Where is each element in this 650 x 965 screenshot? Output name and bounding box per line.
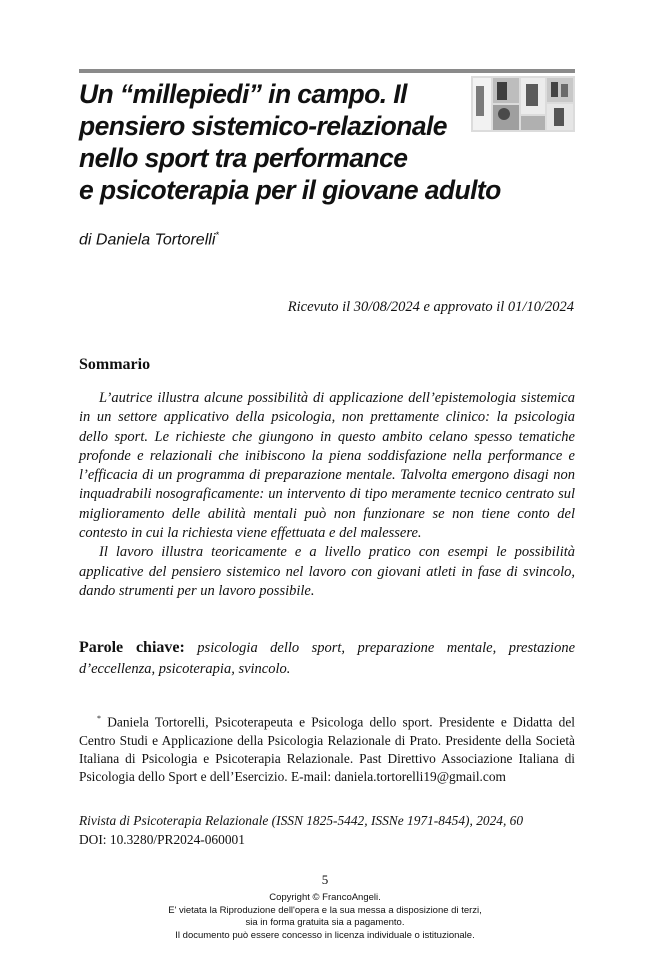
title-line: e psicoterapia per il giovane adulto	[79, 175, 501, 205]
article-title	[79, 78, 501, 206]
abstract-body	[79, 389, 575, 601]
keywords	[79, 637, 575, 680]
photo-collage-image	[471, 76, 575, 132]
footnote-mark: *	[97, 714, 101, 723]
title-line: nello sport tra performance	[79, 143, 408, 173]
header-photo-collage	[471, 76, 575, 132]
copyright-line: Copyright © FrancoAngeli.	[269, 892, 381, 903]
journal-citation	[79, 812, 575, 849]
author-footnote	[79, 710, 575, 786]
keywords-text: psicologia dello sport, preparazione mentale, prestazione d’eccellenza, psicoterapia, svincolo.	[79, 640, 576, 677]
author-footnote-mark: *	[215, 230, 219, 240]
title-line: pensiero sistemico-relazionale	[79, 111, 447, 141]
received-date: Ricevuto il 30/08/2024 e approvato il 01/10/2024	[287, 299, 574, 315]
copyright-line: E' vietata la Riproduzione dell'opera e la sua messa a disposizione di terzi,	[168, 904, 482, 916]
keywords-label: Parole chiave:	[79, 639, 185, 656]
copyright-line: Il documento può essere concesso in licenza individuale o istituzionale.	[175, 929, 475, 941]
copyright-notice	[0, 892, 650, 942]
doi: DOI: 10.3280/PR2024-060001	[79, 831, 245, 847]
header-rule	[79, 69, 575, 73]
footnote-text: Daniela Tortorelli, Psicoterapeuta e Psicologa dello sport. Presidente e Didatta del Centro Studi e Applicazione della Psicologia Relazionale di Prato. Presidente della Società Italiana di Psicologia e Psicoterapia Relazionale. Past Direttivo Associazione Italiana di Psicologia dello Sport e dell’Esercizio. E-mail: daniela.tortorelli19@gmail.com	[79, 714, 575, 785]
journal-reference: Rivista di Psicoterapia Relazionale (ISSN 1825-5442, ISSNe 1971-8454), 2024, 60	[79, 813, 524, 828]
author-name: di Daniela Tortorelli	[79, 231, 216, 249]
copyright-line: sia in forma gratuita sia a pagamento.	[245, 917, 405, 928]
title-line: Un “millepiedi” in campo. Il	[79, 79, 407, 109]
abstract-paragraph: Il lavoro illustra teoricamente e a livello pratico con esempi le possibilità applicative del pensiero sistemico nel lavoro con giovani atleti in fase di svincolo, dando strumenti per un lavoro possibile.	[79, 544, 575, 599]
page-number: 5	[321, 872, 329, 887]
abstract-heading: Sommario	[79, 356, 151, 373]
abstract-paragraph: L’autrice illustra alcune possibilità di applicazione dell’epistemologia sistemica in un settore applicativo della psicologia, non prettamente clinico: la psicologia dello sport. Le richieste che giungono in questo ambito celano spesso tematiche profonde e relazionali che inibiscono la piena soddisfazione nella performance e l’efficacia di un programma di preparazione mentale. Talvolta emergono disagi non inquadrabili nosograficamente: un intervento di tipo meramente tecnico centrato sul miglioramento delle abilità mentali può non funzionare se non tiene conto del contesto in cui la richiesta viene effettuata e del malessere.	[79, 390, 575, 542]
author-line	[79, 230, 219, 249]
